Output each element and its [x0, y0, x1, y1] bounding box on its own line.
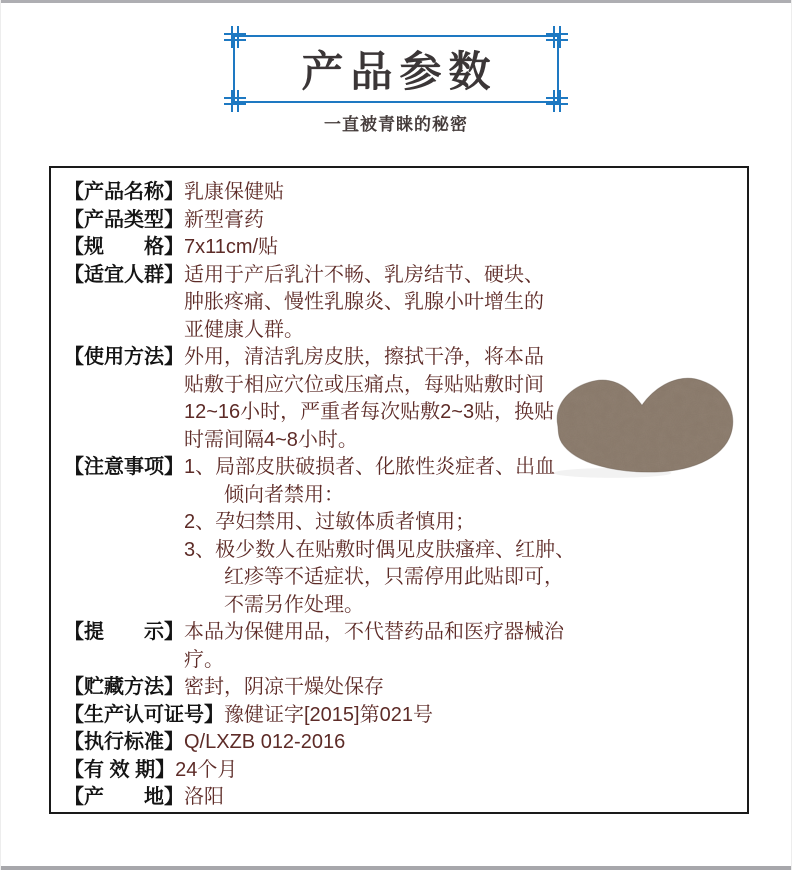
spec-value: [184, 207, 264, 235]
spec-value: [184, 179, 284, 207]
spec-value: [184, 344, 554, 454]
bottom-divider: [1, 866, 791, 870]
spec-row: [64, 179, 739, 207]
spec-row: [64, 262, 739, 345]
spec-value-line: 2、孕妇禁用、过敏体质者慎用；: [184, 511, 476, 533]
spec-value-line: 时需间隔4~8小时。: [184, 428, 358, 451]
plaster-patch-image: [544, 362, 740, 480]
spec-value-line: 7x11cm/贴: [184, 236, 279, 258]
spec-label: 【执行标准】: [64, 731, 184, 753]
spec-value-line: 亚健康人群。: [184, 318, 304, 341]
spec-row: [64, 757, 739, 785]
corner-knot-icon: [222, 24, 248, 50]
spec-value-line: 密封，阴凉干燥处保存: [184, 676, 384, 698]
spec-row: [64, 729, 739, 757]
spec-label: 【适宜人群】: [64, 263, 184, 286]
spec-label: 【有 效 期】: [64, 758, 176, 781]
spec-panel: [49, 166, 749, 814]
spec-value-line: 适用于产后乳汁不畅、乳房结节、硬块、: [184, 263, 544, 286]
spec-value-line: 新型膏药: [184, 208, 264, 231]
spec-value-line: 本品为保健用品，不代替药品和医疗器械治: [184, 621, 564, 643]
title-frame: [233, 35, 559, 103]
spec-value-line: 豫健证字[2015]第021号: [224, 703, 433, 726]
spec-row: [64, 702, 739, 730]
spec-label: 【规 格】: [64, 236, 184, 258]
spec-value: [184, 454, 575, 619]
spec-value-line: 洛阳: [184, 786, 224, 808]
spec-label: 【注意事项】: [64, 456, 184, 478]
spec-row: [64, 674, 739, 702]
spec-value-line: 24个月: [175, 758, 238, 781]
spec-value: [184, 234, 278, 262]
spec-value-line: 12~16小时，严重者每次贴敷2~3贴，换贴: [184, 401, 555, 423]
spec-value-line: 3、极少数人在贴敷时偶见皮肤瘙痒、红肿、: [184, 538, 576, 561]
spec-row: [64, 207, 739, 235]
spec-value: [184, 262, 544, 345]
spec-label: 【使用方法】: [64, 346, 184, 368]
spec-value-line: Q/LXZB 012-2016: [184, 731, 346, 753]
spec-label: 【提 示】: [64, 621, 184, 643]
spec-value: [184, 729, 345, 757]
spec-label: 【产品名称】: [64, 181, 184, 203]
spec-row: [64, 784, 739, 812]
spec-value-line: 外用，清洁乳房皮肤，擦拭干净，将本品: [184, 346, 544, 368]
top-divider: [1, 0, 791, 3]
page-title: 产品参数: [301, 50, 498, 96]
page-subtitle: 一直被青睐的秘密: [324, 115, 468, 134]
spec-label: 【产 地】: [64, 786, 184, 808]
spec-value: [184, 619, 564, 674]
spec-value: [184, 784, 224, 812]
spec-value-line: 贴敷于相应穴位或压痛点，每贴贴敷时间: [184, 373, 544, 396]
spec-row: [64, 619, 739, 674]
spec-value: [224, 702, 433, 730]
spec-value-line: 不需另作处理。: [184, 593, 364, 616]
spec-label: 【生产认可证号】: [64, 703, 224, 726]
spec-value-line: 乳康保健贴: [184, 181, 284, 203]
corner-knot-icon: [544, 24, 570, 50]
spec-label: 【产品类型】: [64, 208, 184, 231]
spec-value-line: 红疹等不适症状，只需停用此贴即可，: [184, 566, 564, 588]
spec-value-line: 1、局部皮肤破损者、化脓性炎症者、出血: [184, 456, 556, 478]
spec-label: 【贮藏方法】: [64, 676, 184, 698]
spec-value-line: 倾向者禁用：: [184, 483, 344, 506]
spec-value: [184, 674, 384, 702]
spec-value-line: 肿胀疼痛、慢性乳腺炎、乳腺小叶增生的: [184, 291, 544, 313]
spec-value-line: 疗。: [184, 648, 224, 671]
spec-value: [175, 757, 237, 785]
spec-row: [64, 234, 739, 262]
